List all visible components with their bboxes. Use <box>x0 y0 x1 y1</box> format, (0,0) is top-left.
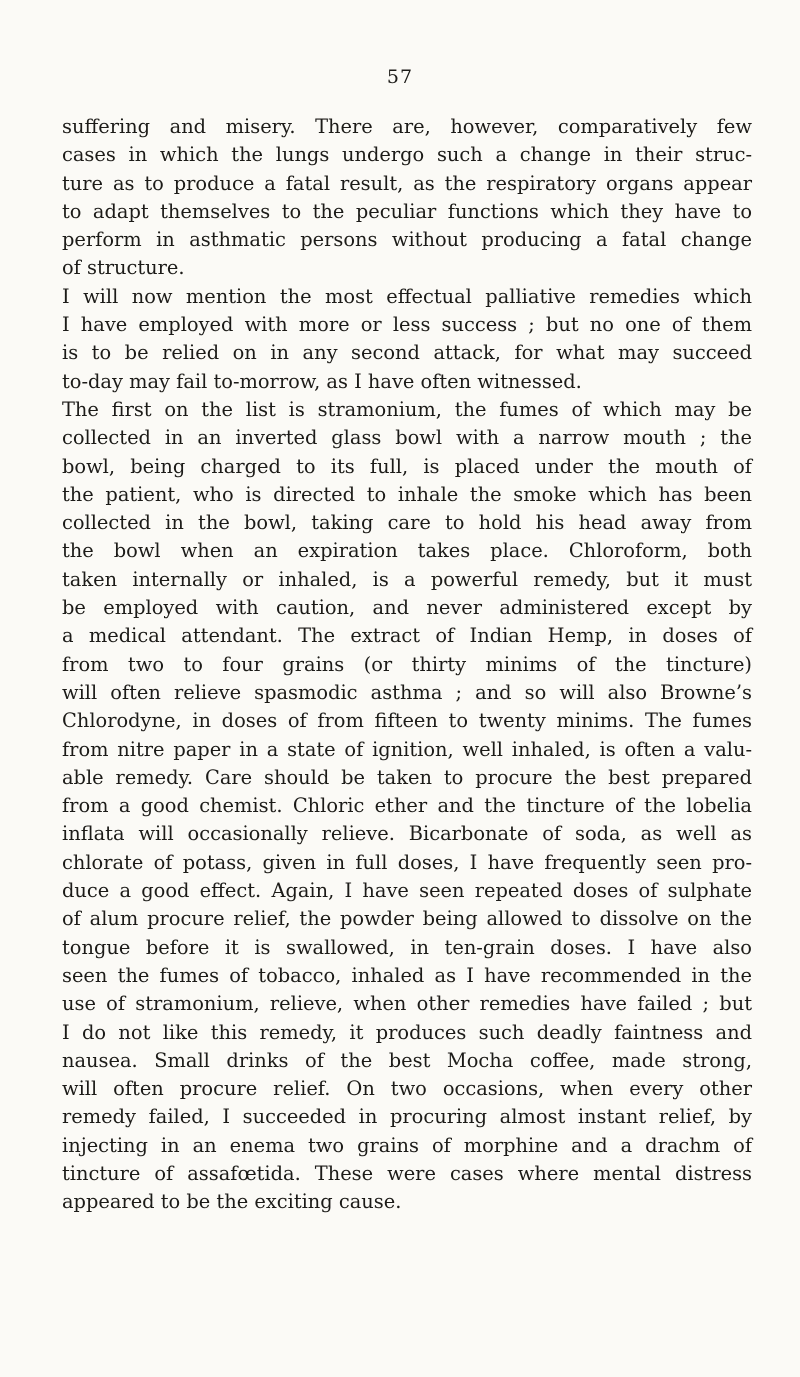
text-line: The first on the list is stramonium, the fumes of which may be <box>62 397 752 421</box>
text-line: from nitre paper in a state of ignition, well inhaled, is often a valu- <box>62 737 752 761</box>
text-line: of structure. <box>62 256 185 280</box>
text-line: remedy failed, I succeeded in procuring almost instant relief, by <box>62 1105 752 1129</box>
text-line: will often procure relief. On two occasions, when every other <box>62 1077 752 1101</box>
text-line: able remedy. Care should be taken to procure the best prepared <box>62 765 752 789</box>
text-line: will often relieve spasmodic asthma ; and so will also Browne’s <box>62 680 752 704</box>
text-line: be employed with caution, and never administered except by <box>62 596 752 620</box>
text-line: to-day may fail to-morrow, as I have often witnessed. <box>62 369 582 393</box>
text-line: the bowl when an expiration takes place. Chloroform, both <box>62 539 752 563</box>
text-line: chlorate of potass, given in full doses, I have frequently seen pro- <box>62 850 752 874</box>
text-line: taken internally or inhaled, is a powerful remedy, but it must <box>62 567 752 591</box>
text-line: injecting in an enema two grains of morphine and a drachm of <box>62 1133 752 1157</box>
text-line: from a good chemist. Chloric ether and the tincture of the lobelia <box>62 794 752 818</box>
text-line: from two to four grains (or thirty minims of the tincture) <box>62 652 752 676</box>
text-line: I have employed with more or less success ; but no one of them <box>62 313 752 337</box>
text-line: cases in which the lungs undergo such a change in their struc- <box>62 143 752 167</box>
text-line: use of stramonium, relieve, when other remedies have failed ; but <box>62 992 752 1016</box>
text-line: appeared to be the exciting cause. <box>62 1190 402 1214</box>
text-line: collected in the bowl, taking care to hold his head away from <box>62 511 752 535</box>
text-line: the patient, who is directed to inhale the smoke which has been <box>62 482 752 506</box>
text-line: collected in an inverted glass bowl with a narrow mouth ; the <box>62 426 752 450</box>
text-line: perform in asthmatic persons without producing a fatal change <box>62 228 752 252</box>
text-line: duce a good effect. Again, I have seen repeated doses of sulphate <box>62 879 752 903</box>
text-line: suffering and misery. There are, however, comparatively few <box>62 115 752 138</box>
body-text <box>62 113 752 1217</box>
text-line: bowl, being charged to its full, is placed under the mouth of <box>62 454 752 478</box>
text-line: ture as to produce a fatal result, as the respiratory organs appear <box>62 171 752 195</box>
text-line: of alum procure relief, the powder being allowed to dissolve on the <box>62 907 752 931</box>
text-line: to adapt themselves to the peculiar functions which they have to <box>62 199 752 223</box>
text-line: is to be relied on in any second attack, for what may succeed <box>62 341 752 365</box>
text-line: inflata will occasionally relieve. Bicarbonate of soda, as well as <box>62 822 752 846</box>
page-number: 57 <box>386 66 414 88</box>
text-line: seen the fumes of tobacco, inhaled as I have recommended in the <box>62 963 752 987</box>
text-line: tongue before it is swallowed, in ten-grain doses. I have also <box>62 935 752 959</box>
text-line: nausea. Small drinks of the best Mocha coffee, made strong, <box>62 1048 752 1072</box>
text-line: I will now mention the most effectual palliative remedies which <box>62 284 752 308</box>
text-line: I do not like this remedy, it produces such deadly faintness and <box>62 1020 752 1044</box>
text-line: Chlorodyne, in doses of from fifteen to twenty minims. The fumes <box>62 709 752 733</box>
text-line: tincture of assafœtida. These were cases where mental distress <box>62 1161 752 1185</box>
text-line: a medical attendant. The extract of Indian Hemp, in doses of <box>62 624 752 648</box>
